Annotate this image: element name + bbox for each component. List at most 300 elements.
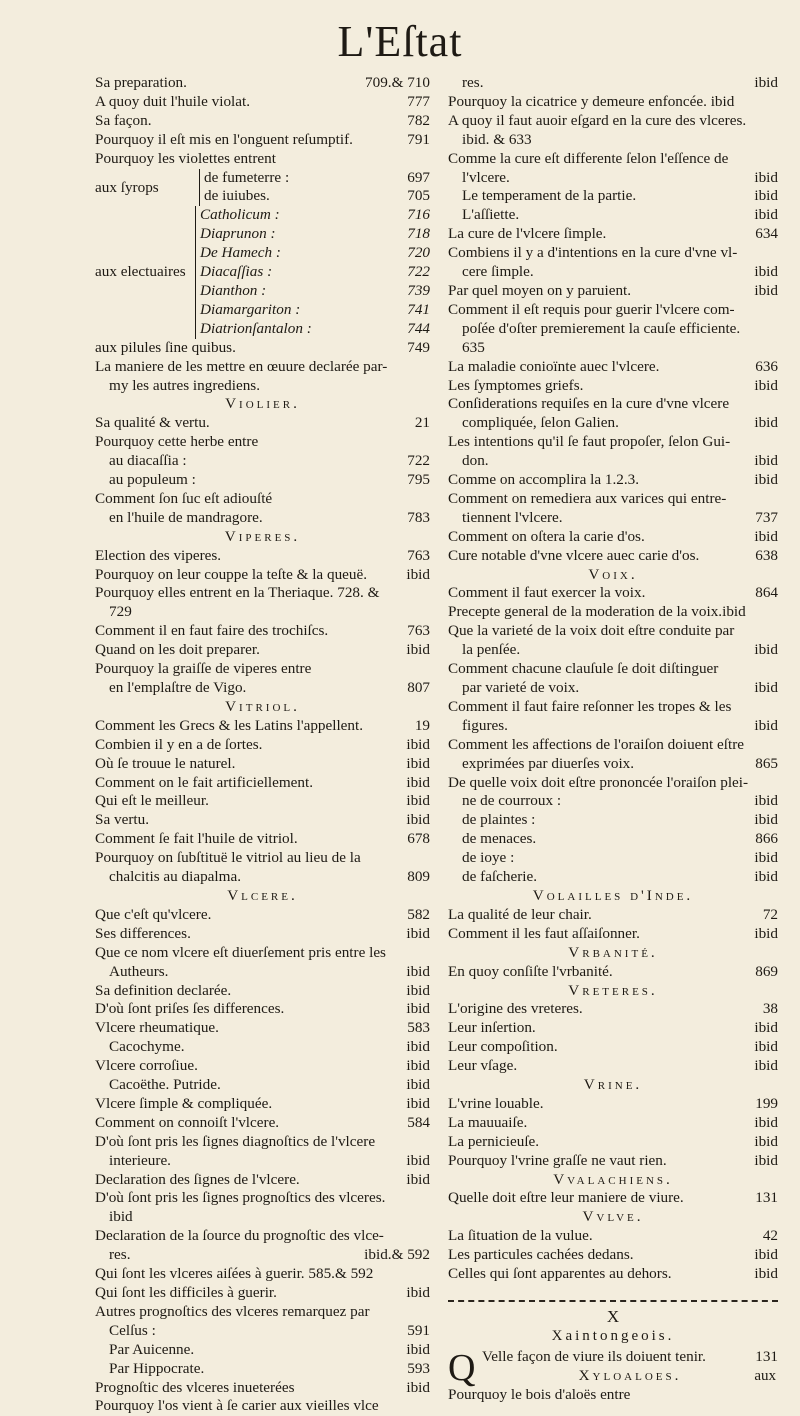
index-entry (448, 433, 778, 452)
entry-text: de menaces. (462, 830, 537, 848)
entry-text: aux pilules ſine quibus. (95, 338, 236, 356)
entry-text: Qui eſt le meilleur. (95, 792, 209, 810)
heading-walachiens: Vvalachiens. (553, 1170, 673, 1188)
entry-group (95, 717, 430, 887)
entry-text: de faſcherie. (462, 868, 538, 886)
page-ref: ibid (406, 962, 430, 980)
entry-text: Diamargariton : (200, 300, 301, 318)
page-ref: ibid (754, 187, 778, 205)
heading-vitriol: Vitriol. (225, 697, 300, 715)
page-ref: 737 (755, 508, 778, 526)
entry-text: figures. (462, 716, 508, 734)
entry-text: Vlcere corroſiue. (95, 1057, 198, 1075)
entry-text: L'vrine louable. (448, 1094, 544, 1112)
page-ref: 131 (755, 1347, 778, 1365)
page-ref: ibid (406, 1340, 430, 1358)
index-entry (95, 131, 430, 150)
index-entry (204, 187, 430, 206)
entry-text: Quand on les doit preparer. (95, 641, 260, 659)
index-entry (95, 982, 430, 1001)
index-entry (95, 1322, 430, 1341)
entry-text: Pourquoy l'vrine graſſe ne vaut rien. (448, 1151, 667, 1169)
index-entry (95, 547, 430, 566)
page-ref: ibid (754, 414, 778, 432)
entry-text: Que la varieté de la voix doit eſtre conduite par (448, 622, 735, 640)
entry-text: Prognoſtic des vlceres inueterées (95, 1378, 295, 1396)
entry-text: de ioye : (462, 849, 515, 867)
entry-text: Comme on accomplira la 1.2.3. (448, 471, 640, 489)
entry-group (448, 1095, 778, 1171)
entry-text: Où ſe trouue le naturel. (95, 754, 236, 772)
page-ref: 709.& 710 (365, 74, 430, 91)
page-ref: 744 (407, 319, 430, 337)
index-entry (448, 225, 778, 244)
entry-text: Precepte general de la moderation de la voix.ibid (448, 603, 746, 621)
index-entry (95, 1227, 430, 1246)
entry-text: Pourquoy elles entrent en la Theriaque. 728. & (95, 584, 380, 602)
index-entry (200, 206, 430, 225)
index-entry (448, 584, 778, 603)
index-entry (200, 301, 430, 320)
entry-text: Combiens il y a d'intentions en la cure d'vne vl- (448, 244, 738, 262)
index-entry (95, 490, 430, 509)
entry-text: Comment il faut faire reſonner les tropes & les (448, 697, 732, 715)
entry-text: La ſituation de la vulue. (448, 1227, 593, 1245)
section-letter: X (606, 1307, 620, 1326)
entry-text: Combien il y en a de ſortes. (95, 735, 263, 753)
page-ref: ibid (406, 735, 430, 753)
page-ref: ibid (406, 754, 430, 772)
entry-text: chalcitis au diapalma. (109, 868, 241, 886)
entry-text: ne de courroux : (462, 792, 562, 810)
index-entry (95, 150, 430, 169)
index-entry (95, 1114, 430, 1133)
page-ref: 678 (407, 830, 430, 848)
page-ref: ibid (406, 981, 430, 999)
heading-xyloaloes: Xyloaloes. (578, 1366, 682, 1384)
index-entry (200, 282, 430, 301)
page-ref: 864 (755, 584, 778, 602)
index-entry (448, 849, 778, 868)
index-entry (448, 471, 778, 490)
index-entry (448, 755, 778, 774)
entry-text: La pernicieuſe. (448, 1132, 540, 1150)
entry-text: De Hamech : (200, 244, 281, 262)
entry-text: 635 (462, 338, 485, 356)
index-entry (95, 811, 430, 830)
page-ref: 591 (407, 1321, 430, 1339)
entry-text: Comment ſon ſuc eſt adiouſté (95, 489, 273, 507)
catchword: aux (754, 1368, 776, 1384)
index-entry (95, 792, 430, 811)
index-entry (95, 868, 430, 887)
entry-text: Velle façon de viure ils doiuent tenir. (482, 1347, 706, 1365)
page-ref: ibid (754, 1038, 778, 1056)
entry-text: Comment ſe fait l'huile de vitriol. (95, 830, 298, 848)
page-ref: ibid (406, 1000, 430, 1018)
page-ref: ibid (406, 1284, 430, 1301)
index-entry (95, 830, 430, 849)
page-ref: 19 (414, 716, 430, 734)
index-entry (95, 906, 430, 925)
entry-text: Sa façon. (95, 111, 152, 129)
syrops-group (95, 169, 430, 207)
entry-text: Vlcere rheumatique. (95, 1019, 219, 1037)
entry-text: 729 (109, 603, 132, 621)
index-entry (95, 660, 430, 679)
entry-text: La maladie conioïnte auec l'vlcere. (448, 357, 660, 375)
index-entry (448, 395, 778, 414)
page-ref: ibid (406, 1038, 430, 1056)
index-entry (448, 792, 778, 811)
entry-text: Qui ſont les vlceres aiſées à guerir. 585.& 592 (95, 1265, 374, 1283)
index-entry (95, 1303, 430, 1322)
entry-group (95, 74, 430, 169)
index-entry (448, 358, 778, 377)
entry-text: Comme la cure eſt differente ſelon l'eſſence de (448, 149, 729, 167)
index-entry (448, 1038, 778, 1057)
page-ref: ibid (754, 74, 778, 91)
index-entry (95, 603, 430, 622)
entry-text: Cacoëthe. Putride. (109, 1076, 221, 1094)
index-entry (95, 509, 430, 528)
entry-text: Qui ſont les difficiles à guerir. (95, 1284, 277, 1301)
syrops-items (199, 169, 430, 207)
index-entry (95, 93, 430, 112)
page-ref: 722 (407, 263, 430, 281)
page-ref: 636 (755, 357, 778, 375)
index-entry (95, 339, 430, 358)
entry-text: Pourquoy la cicatrice y demeure enfoncée. ibid (448, 92, 735, 110)
entry-text: Autres prognoſtics des vlceres remarquez par (95, 1302, 370, 1320)
page-ref: ibid (406, 1151, 430, 1169)
page-ref: ibid (754, 206, 778, 224)
index-entry (448, 528, 778, 547)
page-ref: ibid (754, 811, 778, 829)
index-entry (448, 206, 778, 225)
heading-vlcere: Vlcere. (227, 886, 298, 904)
entry-text: de iuiubes. (204, 187, 270, 205)
entry-text: cere ſimple. (462, 263, 534, 281)
index-entry (95, 963, 430, 982)
entry-text: Election des viperes. (95, 546, 222, 564)
index-entry (95, 377, 430, 396)
index-entry (448, 339, 778, 358)
index-entry (448, 1019, 778, 1038)
index-entry (448, 1265, 778, 1284)
section-divider (448, 1300, 778, 1302)
index-entry (448, 377, 778, 396)
entry-group (95, 906, 430, 1416)
entry-text: Declaration des ſignes de l'vlcere. (95, 1170, 300, 1188)
entry-text: Diatrionſantalon : (200, 319, 312, 337)
page-ref: 777 (407, 92, 430, 110)
index-entry (95, 1265, 430, 1284)
index-entry (448, 301, 778, 320)
page-ref: ibid (406, 1378, 430, 1396)
index-entry (95, 679, 430, 698)
index-entry (95, 112, 430, 131)
heading-violier: Violier. (225, 395, 300, 413)
page-ref: 763 (407, 622, 430, 640)
entry-text: Quelle doit eſtre leur maniere de viure. (448, 1189, 684, 1207)
page-ref: 739 (407, 281, 430, 299)
index-entry (482, 1348, 778, 1367)
index-entry (95, 641, 430, 660)
entry-text: Celſus : (109, 1321, 156, 1339)
entry-text: Comment on connoiſt l'vlcere. (95, 1113, 280, 1131)
page-ref: 199 (755, 1094, 778, 1112)
entry-text: En quoy conſiſte l'vrbanité. (448, 962, 613, 980)
page-ref: 720 (407, 244, 430, 262)
entry-text: Sa vertu. (95, 811, 149, 829)
index-entry (95, 755, 430, 774)
entry-text: Pourquoy l'os vient à ſe carier aux vieilles vlce (95, 1397, 379, 1415)
heading-volailles: Volailles d'Inde. (532, 886, 694, 904)
page-ref: 865 (755, 754, 778, 772)
entry-text: La maniere de les mettre en œuure declarée par- (95, 357, 388, 375)
index-entry (448, 717, 778, 736)
page-ref: 583 (407, 1019, 430, 1037)
electuaires-items (195, 206, 430, 338)
index-entry (448, 509, 778, 528)
page-ref: 718 (407, 225, 430, 243)
entry-text: De quelle voix doit eſtre prononcée l'oraiſon plei- (448, 773, 749, 791)
page-ref: 38 (762, 1000, 778, 1018)
index-entry (448, 603, 778, 622)
page-ref: 763 (407, 546, 430, 564)
index-entry (448, 1000, 778, 1019)
index-entry (95, 414, 430, 433)
page-ref: ibid (754, 641, 778, 659)
index-entry (448, 1227, 778, 1246)
syrops-label: aux ſyrops (95, 178, 159, 196)
page-ref: 809 (407, 868, 430, 886)
entry-text: D'où ſont priſes ſes differences. (95, 1000, 285, 1018)
page-ref: 697 (407, 168, 430, 186)
page-ref: ibid (754, 471, 778, 489)
entry-text: exprimées par diuerſes voix. (462, 754, 635, 772)
index-entry (448, 244, 778, 263)
index-entry (95, 1076, 430, 1095)
entry-text: Comment les Grecs & les Latins l'appellent. (95, 716, 364, 734)
page-ref: 582 (407, 905, 430, 923)
page-ref: 795 (407, 471, 430, 489)
index-entry (95, 471, 430, 490)
page-ref: ibid (754, 849, 778, 867)
entry-text: Cacochyme. (109, 1038, 185, 1056)
entry-text: Les particules cachées dedans. (448, 1246, 634, 1264)
index-entry (95, 1341, 430, 1360)
entry-text: Pourquoy on leur couppe la teſte & la queuë. (95, 565, 368, 583)
entry-group (448, 584, 778, 887)
index-entry (448, 811, 778, 830)
entry-text: Par quel moyen on y paruient. (448, 281, 632, 299)
index-entry (448, 320, 778, 339)
entry-text: Comment on oſtera la carie d'os. (448, 527, 645, 545)
entry-text: Comment on le fait artificiellement. (95, 773, 314, 791)
index-entry (95, 1095, 430, 1114)
index-entry (200, 263, 430, 282)
page-ref: ibid (754, 1246, 778, 1264)
entry-text: Sa preparation. (95, 74, 187, 91)
entry-text: ibid. & 633 (462, 130, 532, 148)
entry-text: Declaration de la ſource du prognoſtic des vlce- (95, 1227, 384, 1245)
entry-group (95, 547, 430, 698)
entry-text: Cure notable d'vne vlcere auec carie d'os. (448, 546, 700, 564)
entry-text: ibid (109, 1208, 133, 1226)
left-column (95, 74, 430, 1416)
index-entry (448, 1133, 778, 1152)
index-entry (448, 1246, 778, 1265)
drop-capital: Q (448, 1346, 476, 1389)
entry-text: Pourquoy cette herbe entre (95, 433, 259, 451)
index-entry (448, 1386, 778, 1405)
heading-vrine: Vrine. (583, 1076, 643, 1094)
index-entry (95, 452, 430, 471)
entry-text: La mauuaiſe. (448, 1113, 528, 1131)
entry-text: L'origine des vreteres. (448, 1000, 583, 1018)
page-ref: ibid (406, 811, 430, 829)
entry-text: my les autres ingrediens. (109, 376, 260, 394)
page-ref: 584 (407, 1113, 430, 1131)
index-entry (95, 566, 430, 585)
entry-text: Comment il eſt requis pour guerir l'vlcere com- (448, 300, 735, 318)
entry-text: de fumeterre : (204, 168, 290, 186)
page-ref: ibid (754, 1019, 778, 1037)
entry-text: Pourquoy la graiſſe de viperes entre (95, 660, 312, 678)
index-entry (448, 187, 778, 206)
page-ref: ibid (754, 168, 778, 186)
entry-group (448, 1227, 778, 1284)
page-ref: ibid (754, 1057, 778, 1075)
entry-text: Comment on remediera aux varices qui entre- (448, 489, 727, 507)
page-ref: ibid (754, 281, 778, 299)
page-ref: ibid (754, 716, 778, 734)
entry-text: La qualité de leur chair. (448, 905, 592, 923)
index-entry (448, 1152, 778, 1171)
index-entry (204, 169, 430, 188)
entry-text: Leur compoſition. (448, 1038, 558, 1056)
page-ref: ibid (754, 376, 778, 394)
entry-group (448, 963, 778, 982)
index-entry (448, 112, 778, 131)
index-entry (448, 679, 778, 698)
index-entry (448, 774, 778, 793)
page-ref: 42 (762, 1227, 778, 1245)
entry-text: Comment il les faut aſſaiſonner. (448, 924, 640, 942)
entry-text: interieure. (109, 1151, 171, 1169)
heading-voix: Voix. (588, 565, 638, 583)
index-entry (448, 414, 778, 433)
entry-text: D'où ſont pris les ſignes diagnoſtics de l'vlcere (95, 1132, 376, 1150)
index-entry (448, 830, 778, 849)
page-ref: ibid.& 592 (364, 1246, 430, 1264)
heading-vrbanite: Vrbanité. (568, 943, 658, 961)
page-ref: 593 (407, 1359, 430, 1377)
index-entry (448, 263, 778, 282)
index-entry (95, 1000, 430, 1019)
dropcap-entry (448, 1346, 778, 1389)
entry-text: A quoy il faut auoir eſgard en la cure des vlceres. (448, 111, 747, 129)
entry-text: Comment il en faut faire des trochiſcs. (95, 622, 329, 640)
page-ref: ibid (754, 452, 778, 470)
index-entry (448, 1189, 778, 1208)
index-entry (95, 736, 430, 755)
entry-text: Que c'eſt qu'vlcere. (95, 905, 212, 923)
index-entry (448, 490, 778, 509)
entry-text: au populeum : (109, 471, 196, 489)
entry-text: Pourquoy on ſubſtituë le vitriol au lieu de la (95, 849, 361, 867)
page-ref: ibid (754, 924, 778, 942)
index-entry (95, 1152, 430, 1171)
entry-text: Comment les affections de l'oraiſon doiuent eſtre (448, 735, 745, 753)
entry-text: Les intentions qu'il ſe faut propoſer, ſelon Gui- (448, 433, 731, 451)
index-entry (95, 433, 430, 452)
entry-text: res. (462, 74, 484, 91)
index-entry (95, 358, 430, 377)
index-entry (448, 868, 778, 887)
page-ref: ibid (754, 263, 778, 281)
heading-viperes: Viperes. (224, 527, 301, 545)
page-ref: ibid (406, 1094, 430, 1112)
page-ref: 869 (755, 962, 778, 980)
page-ref: 131 (755, 1189, 778, 1207)
entry-text: Que ce nom vlcere eſt diuerſement pris entre les (95, 943, 386, 961)
right-column (448, 74, 778, 1405)
index-entry (448, 906, 778, 925)
index-entry (448, 698, 778, 717)
index-entry (448, 150, 778, 169)
page-ref: ibid (754, 868, 778, 886)
index-entry (95, 1171, 430, 1190)
heading-vulve: Vvlve. (582, 1208, 644, 1226)
index-entry (95, 1038, 430, 1057)
index-entry (448, 1057, 778, 1076)
entry-text: res. (109, 1246, 131, 1264)
page-ref: 634 (755, 225, 778, 243)
index-entry (200, 244, 430, 263)
entry-text: en l'huile de mandragore. (109, 508, 263, 526)
heading-vreteres: Vreteres. (568, 981, 658, 999)
entry-text: poſée d'oſter premierement la cauſe efficiente. (462, 319, 741, 337)
index-entry (95, 622, 430, 641)
entry-text: Sa definition declarée. (95, 981, 232, 999)
index-entry (448, 1114, 778, 1133)
entry-text: L'aſſiette. (462, 206, 520, 224)
page-ref: 782 (407, 111, 430, 129)
page-ref: 866 (755, 830, 778, 848)
electuaires-group (95, 206, 430, 338)
entry-text: Diacaſſias : (200, 263, 273, 281)
page-ref: 783 (407, 508, 430, 526)
page-ref: 705 (407, 187, 430, 205)
entry-text: don. (462, 452, 489, 470)
index-entry (448, 925, 778, 944)
index-entry (448, 660, 778, 679)
entry-text: Leur inſertion. (448, 1019, 536, 1037)
entry-text: la penſée. (462, 641, 521, 659)
page-ref: ibid (754, 1265, 778, 1283)
page-ref: 638 (755, 546, 778, 564)
entry-group (448, 906, 778, 944)
entry-group (95, 339, 430, 396)
page-ref: 72 (762, 905, 778, 923)
page-ref: 807 (407, 679, 430, 696)
entry-text: Vlcere ſimple & compliquée. (95, 1094, 273, 1112)
entry-text: au diacaſſia : (109, 452, 187, 470)
index-entry (95, 74, 430, 93)
